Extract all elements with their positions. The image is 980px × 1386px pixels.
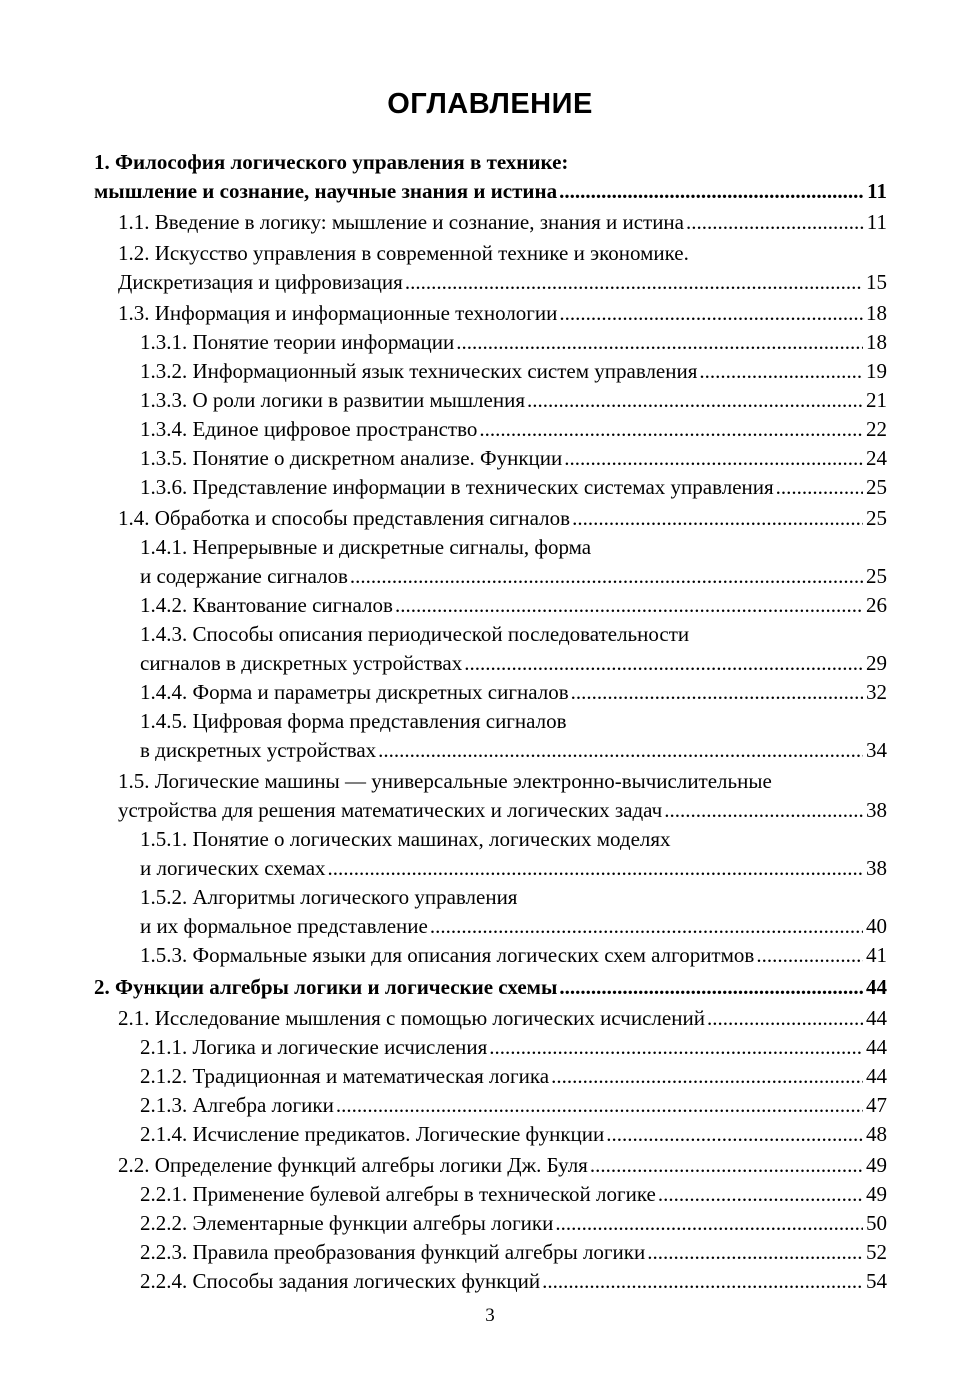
toc-entry-title: 1.4.2. Квантование сигналов (140, 593, 393, 617)
toc-entry-title: 1.3.1. Понятие теории информации (140, 330, 455, 354)
toc-entry (94, 678, 887, 707)
dot-leader (590, 1151, 863, 1180)
toc-entry-title: 1.3.6. Представление информации в технических системах управления (140, 475, 774, 499)
toc-entry-title: 2.2.4. Способы задания логических функций (140, 1269, 541, 1293)
dot-leader (564, 444, 863, 473)
toc-entry-page: 44 (866, 1006, 887, 1030)
toc-entry-line (140, 941, 887, 970)
dot-leader (571, 678, 863, 707)
dot-leader (328, 854, 863, 883)
table-of-contents (94, 148, 887, 1296)
toc-entry-page: 44 (866, 1035, 887, 1059)
toc-entry (94, 1151, 887, 1180)
toc-entry (94, 504, 887, 533)
toc-entry-title-line: 1.5.1. Понятие о логических машинах, логических моделях (140, 827, 671, 851)
dot-leader (551, 1062, 863, 1091)
dot-leader (555, 1209, 863, 1238)
toc-entry (94, 1091, 887, 1120)
toc-entry-line (140, 1209, 887, 1238)
toc-entry-title-line: 1.4.1. Непрерывные и дискретные сигналы, форма (140, 535, 592, 559)
toc-entry-line (140, 649, 887, 678)
toc-entry (94, 444, 887, 473)
toc-entry (94, 973, 887, 1002)
dot-leader (479, 415, 863, 444)
toc-entry-page: 41 (866, 943, 887, 967)
toc-entry-line (118, 796, 887, 825)
toc-entry-line (140, 678, 887, 707)
toc-entry-line (118, 268, 887, 297)
toc-entry (94, 386, 887, 415)
toc-entry-line (140, 1062, 887, 1091)
toc-entry-line (94, 973, 887, 1002)
dot-leader (776, 473, 863, 502)
toc-entry-title: и логических схемах (140, 856, 326, 880)
toc-entry-title: 2. Функции алгебры логики и логические схемы (94, 975, 558, 999)
toc-entry-title: 2.1. Исследование мышления с помощью логических исчислений (118, 1006, 705, 1030)
toc-entry-page: 47 (866, 1093, 887, 1117)
toc-entry-line (140, 736, 887, 765)
toc-entry (94, 591, 887, 620)
toc-entry-page: 44 (866, 1064, 887, 1088)
toc-entry-title: 2.1.4. Исчисление предикатов. Логические функции (140, 1122, 605, 1146)
toc-entry-line (140, 854, 887, 883)
dot-leader (699, 357, 863, 386)
toc-entry (94, 1267, 887, 1296)
dot-leader (542, 1267, 863, 1296)
toc-entry-line (140, 328, 887, 357)
toc-entry-page: 44 (866, 975, 887, 999)
toc-entry-page: 29 (866, 651, 887, 675)
toc-entry (94, 620, 887, 678)
toc-entry-page: 26 (866, 593, 887, 617)
toc-entry-title: Дискретизация и цифровизация (118, 270, 403, 294)
toc-entry-title: 1.3. Информация и информационные технологии (118, 301, 558, 325)
toc-entry-page: 11 (866, 210, 887, 234)
toc-entry (94, 239, 887, 297)
toc-entry (94, 1209, 887, 1238)
toc-entry-line (140, 1091, 887, 1120)
dot-leader (430, 912, 863, 941)
dot-leader (756, 941, 863, 970)
toc-entry-title: 1.5.3. Формальные языки для описания логических схем алгоритмов (140, 943, 755, 967)
toc-entry-line (140, 1238, 887, 1267)
toc-entry-line (118, 299, 887, 328)
toc-entry-title: 2.2. Определение функций алгебры логики Дж. Буля (118, 1153, 588, 1177)
toc-entry-title-line: 1.5.2. Алгоритмы логического управления (140, 885, 518, 909)
toc-entry-title: сигналов в дискретных устройствах (140, 651, 463, 675)
toc-entry-title: 1.4.4. Форма и параметры дискретных сигналов (140, 680, 569, 704)
dot-leader (405, 268, 863, 297)
toc-entry-page: 19 (866, 359, 887, 383)
toc-entry-line (140, 1120, 887, 1149)
toc-entry-page: 18 (866, 301, 887, 325)
toc-entry-page: 11 (867, 179, 887, 203)
toc-entry (94, 1238, 887, 1267)
toc-entry-title-line: 1.4.5. Цифровая форма представления сигналов (140, 709, 567, 733)
toc-entry (94, 299, 887, 328)
toc-entry-title: 2.2.3. Правила преобразования функций алгебры логики (140, 1240, 646, 1264)
toc-entry-line (140, 415, 887, 444)
toc-entry-line (140, 1180, 887, 1209)
dot-leader (664, 796, 863, 825)
toc-entry-line (140, 912, 887, 941)
toc-entry-title: 2.1.3. Алгебра логики (140, 1093, 334, 1117)
toc-entry-line (118, 208, 887, 237)
toc-entry-page: 25 (866, 475, 887, 499)
dot-leader (606, 1120, 863, 1149)
dot-leader (378, 736, 863, 765)
dot-leader (559, 177, 864, 206)
toc-entry (94, 825, 887, 883)
dot-leader (658, 1180, 863, 1209)
toc-entry-line (140, 1267, 887, 1296)
toc-entry-page: 50 (866, 1211, 887, 1235)
toc-entry-line (94, 177, 887, 206)
toc-entry-title: и их формальное представление (140, 914, 428, 938)
dot-leader (350, 562, 863, 591)
toc-entry-title: 2.1.2. Традиционная и математическая логика (140, 1064, 550, 1088)
toc-entry-line (140, 444, 887, 473)
toc-entry-page: 38 (866, 798, 887, 822)
toc-entry-title: 1.3.3. О роли логики в развитии мышления (140, 388, 525, 412)
toc-entry-line (118, 1151, 887, 1180)
toc-entry-page: 49 (866, 1153, 887, 1177)
toc-entry-title-line: 1.5. Логические машины — универсальные электронно-вычислительные (118, 769, 772, 793)
toc-entry (94, 357, 887, 386)
toc-entry (94, 328, 887, 357)
dot-leader (336, 1091, 863, 1120)
toc-entry-page: 32 (866, 680, 887, 704)
toc-entry-title-line: 1. Философия логического управления в технике: (94, 150, 569, 174)
dot-leader (527, 386, 863, 415)
toc-entry-title: в дискретных устройствах (140, 738, 377, 762)
toc-entry-page: 15 (866, 270, 887, 294)
toc-entry (94, 473, 887, 502)
dot-leader (647, 1238, 863, 1267)
page-number: 3 (485, 1305, 495, 1326)
toc-entry-title: 2.1.1. Логика и логические исчисления (140, 1035, 488, 1059)
toc-entry-title: 2.2.1. Применение булевой алгебры в технической логике (140, 1182, 656, 1206)
toc-entry (94, 941, 887, 970)
dot-leader (489, 1033, 863, 1062)
toc-entry-line (140, 1033, 887, 1062)
toc-entry (94, 1004, 887, 1033)
dot-leader (707, 1004, 863, 1033)
toc-entry (94, 1033, 887, 1062)
toc-entry-line (140, 473, 887, 502)
toc-entry-page: 48 (866, 1122, 887, 1146)
dot-leader (559, 973, 863, 1002)
toc-entry-page: 40 (866, 914, 887, 938)
toc-entry-title: 2.2.2. Элементарные функции алгебры логики (140, 1211, 554, 1235)
toc-entry-page: 38 (866, 856, 887, 880)
page-title: ОГЛАВЛЕНИЕ (387, 88, 593, 120)
dot-leader (395, 591, 863, 620)
toc-entry (94, 1062, 887, 1091)
toc-entry (94, 883, 887, 941)
toc-entry-line (118, 504, 887, 533)
toc-entry-title: и содержание сигналов (140, 564, 348, 588)
dot-leader (559, 299, 863, 328)
dot-leader (686, 208, 864, 237)
toc-entry-line (140, 386, 887, 415)
toc-entry-page: 22 (866, 417, 887, 441)
toc-entry-title-line: 1.4.3. Способы описания периодической последовательности (140, 622, 690, 646)
toc-entry-title: 1.4. Обработка и способы представления сигналов (118, 506, 571, 530)
toc-entry (94, 1180, 887, 1209)
toc-entry (94, 767, 887, 825)
dot-leader (464, 649, 863, 678)
toc-entry-page: 25 (866, 506, 887, 530)
toc-entry-title-line: 1.2. Искусство управления в современной технике и экономике. (118, 241, 689, 265)
toc-entry-page: 49 (866, 1182, 887, 1206)
toc-entry (94, 415, 887, 444)
toc-entry-line (140, 562, 887, 591)
toc-entry-title: 1.3.2. Информационный язык технических систем управления (140, 359, 698, 383)
toc-entry-line (140, 591, 887, 620)
toc-entry-page: 34 (866, 738, 887, 762)
dot-leader (456, 328, 863, 357)
dot-leader (572, 504, 863, 533)
toc-entry-line (118, 1004, 887, 1033)
toc-entry-page: 21 (866, 388, 887, 412)
toc-entry-title: устройства для решения математических и логических задач (118, 798, 663, 822)
toc-entry-title: мышление и сознание, научные знания и истина (94, 179, 558, 203)
toc-entry-page: 25 (866, 564, 887, 588)
toc-entry-title: 1.3.5. Понятие о дискретном анализе. Функции (140, 446, 563, 470)
toc-entry-line (140, 357, 887, 386)
toc-entry-page: 52 (866, 1240, 887, 1264)
toc-entry-title: 1.3.4. Единое цифровое пространство (140, 417, 478, 441)
toc-entry (94, 533, 887, 591)
toc-entry-title: 1.1. Введение в логику: мышление и сознание, знания и истина (118, 210, 684, 234)
toc-entry-page: 54 (866, 1269, 887, 1293)
toc-entry (94, 148, 887, 206)
toc-entry-page: 24 (866, 446, 887, 470)
toc-entry (94, 707, 887, 765)
toc-entry (94, 208, 887, 237)
toc-entry-page: 18 (866, 330, 887, 354)
toc-entry (94, 1120, 887, 1149)
